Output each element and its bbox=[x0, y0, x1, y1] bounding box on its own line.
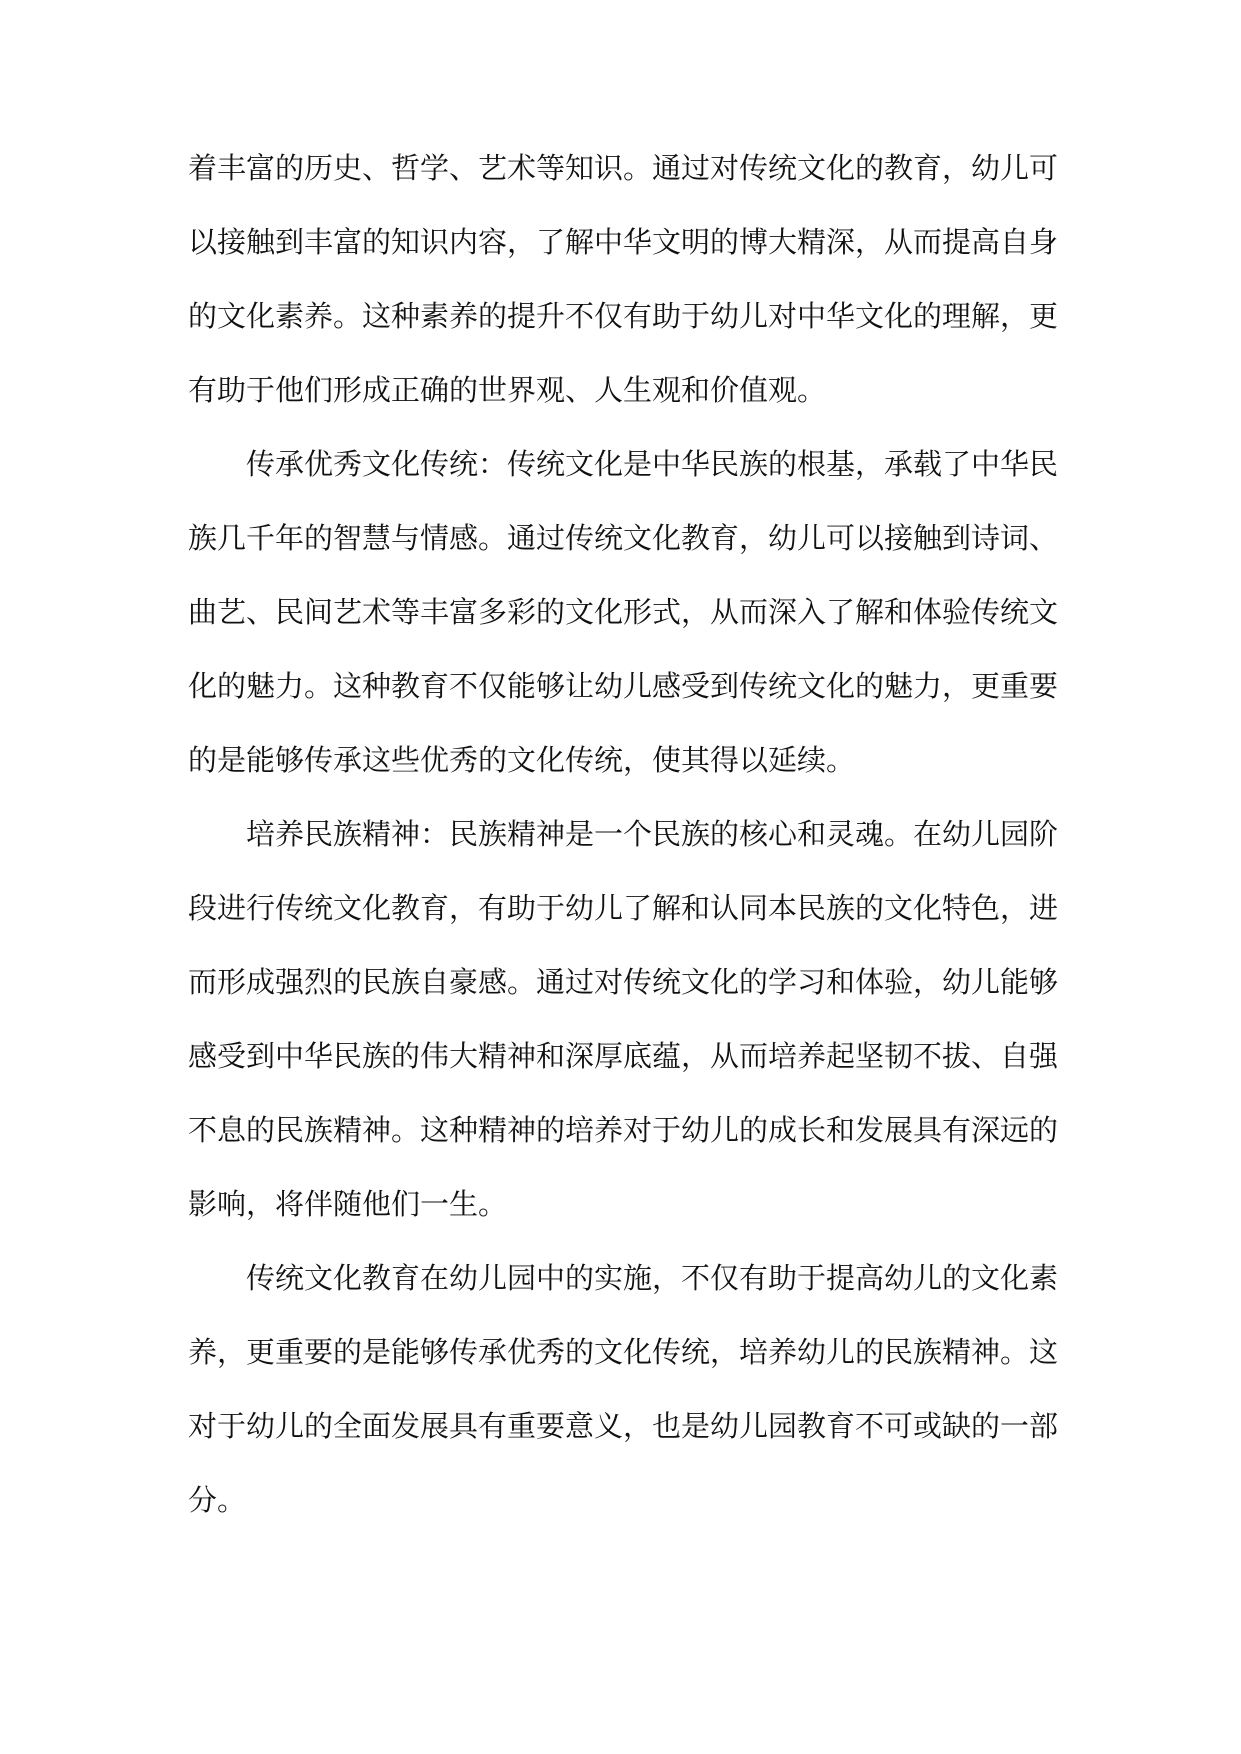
document-body bbox=[188, 150, 1058, 1556]
text-line: 着丰富的历史、哲学、艺术等知识。通过对传统文化的教育，幼儿可 bbox=[188, 151, 1059, 185]
paragraph-cultural-literacy-continued bbox=[188, 150, 1058, 409]
paragraph-inherit-tradition bbox=[188, 446, 1058, 779]
text-line: 以接触到丰富的知识内容，了解中华文明的博大精深，从而提高自身 bbox=[188, 225, 1059, 259]
text-line: 传承优秀文化传统：传统文化是中华民族的根基，承载了中华民 bbox=[246, 447, 1059, 481]
text-line: 养，更重要的是能够传承优秀的文化传统，培养幼儿的民族精神。这 bbox=[188, 1335, 1059, 1369]
text-line: 传统文化教育在幼儿园中的实施，不仅有助于提高幼儿的文化素 bbox=[246, 1261, 1059, 1295]
text-line: 分。 bbox=[188, 1483, 247, 1517]
text-line: 的文化素养。这种素养的提升不仅有助于幼儿对中华文化的理解，更 bbox=[188, 299, 1059, 333]
text-line: 有助于他们形成正确的世界观、人生观和价值观。 bbox=[188, 373, 827, 407]
text-line: 化的魅力。这种教育不仅能够让幼儿感受到传统文化的魅力，更重要 bbox=[188, 669, 1059, 703]
text-line: 的是能够传承这些优秀的文化传统，使其得以延续。 bbox=[188, 743, 856, 777]
text-line: 对于幼儿的全面发展具有重要意义，也是幼儿园教育不可或缺的一部 bbox=[188, 1409, 1059, 1443]
text-line: 段进行传统文化教育，有助于幼儿了解和认同本民族的文化特色，进 bbox=[188, 891, 1059, 925]
text-line: 族几千年的智慧与情感。通过传统文化教育，幼儿可以接触到诗词、 bbox=[188, 521, 1059, 555]
text-line: 不息的民族精神。这种精神的培养对于幼儿的成长和发展具有深远的 bbox=[188, 1113, 1059, 1147]
paragraph-conclusion bbox=[188, 1260, 1058, 1519]
text-line: 而形成强烈的民族自豪感。通过对传统文化的学习和体验，幼儿能够 bbox=[188, 965, 1059, 999]
text-line: 曲艺、民间艺术等丰富多彩的文化形式，从而深入了解和体验传统文 bbox=[188, 595, 1059, 629]
text-line: 影响，将伴随他们一生。 bbox=[188, 1187, 508, 1221]
paragraph-national-spirit bbox=[188, 816, 1058, 1223]
text-line: 培养民族精神：民族精神是一个民族的核心和灵魂。在幼儿园阶 bbox=[246, 817, 1059, 851]
text-line: 感受到中华民族的伟大精神和深厚底蕴，从而培养起坚韧不拔、自强 bbox=[188, 1039, 1059, 1073]
